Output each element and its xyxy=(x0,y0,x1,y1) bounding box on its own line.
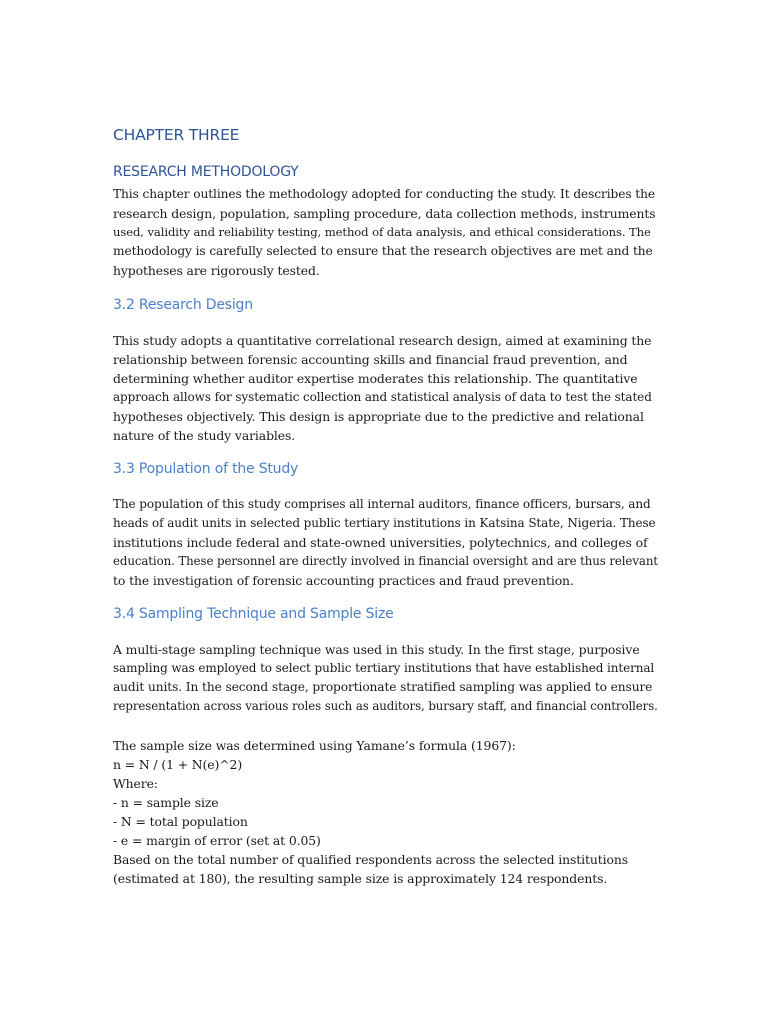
sampling-paragraph xyxy=(113,640,658,716)
intro-paragraph xyxy=(113,185,658,280)
text-line: to the investigation of forensic accounting practices and fraud prevention. xyxy=(113,573,574,588)
text-line: education. These personnel are directly involved in financial oversight and are thus relevant xyxy=(113,554,658,568)
text-line: relationship between forensic accounting skills and financial fraud prevention, and xyxy=(113,352,628,367)
research-design-heading: 3.2 Research Design xyxy=(113,297,253,313)
list-item: - n = sample size xyxy=(113,795,219,810)
sample-size-formula-block xyxy=(113,736,658,888)
text-line: institutions include federal and state-owned universities, polytechnics, and colleges of xyxy=(113,535,648,550)
text-line: heads of audit units in selected public tertiary institutions in Katsina State, Nigeria. These xyxy=(113,516,656,530)
text-line: This chapter outlines the methodology adopted for conducting the study. It describes the xyxy=(113,187,655,201)
text-line: (estimated at 180), the resulting sample size is approximately 124 respondents. xyxy=(113,871,608,886)
text-line: Based on the total number of qualified respondents across the selected institutions xyxy=(113,852,629,867)
list-item: - e = margin of error (set at 0.05) xyxy=(113,833,321,848)
population-heading: 3.3 Population of the Study xyxy=(113,461,299,477)
text-line: sampling was employed to select public tertiary institutions that have established internal xyxy=(113,661,655,675)
population-paragraph xyxy=(113,495,658,590)
text-line: hypotheses objectively. This design is appropriate due to the predictive and relational xyxy=(113,409,644,424)
list-item: - N = total population xyxy=(113,814,248,829)
text-line: The sample size was determined using Yamane’s formula (1967): xyxy=(113,738,516,753)
section-title: RESEARCH METHODOLOGY xyxy=(113,164,299,180)
text-line: used, validity and reliability testing, method of data analysis, and ethical considerations. The xyxy=(113,225,651,239)
formula-line: n = N / (1 + N(e)^2) xyxy=(113,757,243,772)
text-line: determining whether auditor expertise moderates this relationship. The quantitative xyxy=(113,371,638,386)
text-line: This study adopts a quantitative correlational research design, aimed at examining the xyxy=(113,333,652,348)
text-line: hypotheses are rigorously tested. xyxy=(113,263,320,278)
text-line: approach allows for systematic collection and statistical analysis of data to test the stated xyxy=(113,390,652,404)
text-line: representation across various roles such as auditors, bursary staff, and financial controllers. xyxy=(113,699,658,713)
text-line: methodology is carefully selected to ensure that the research objectives are met and the xyxy=(113,244,653,258)
sampling-heading: 3.4 Sampling Technique and Sample Size xyxy=(113,606,394,622)
research-design-paragraph xyxy=(113,331,658,445)
text-line: Where: xyxy=(113,776,158,791)
text-line: A multi-stage sampling technique was used in this study. In the first stage, purposive xyxy=(113,642,640,657)
text-line: research design, population, sampling procedure, data collection methods, instruments xyxy=(113,206,656,221)
chapter-title: CHAPTER THREE xyxy=(113,126,240,144)
text-line: audit units. In the second stage, proportionate stratified sampling was applied to ensure xyxy=(113,680,653,694)
text-line: nature of the study variables. xyxy=(113,428,296,443)
text-line: The population of this study comprises all internal auditors, finance officers, bursars, and xyxy=(113,497,651,511)
